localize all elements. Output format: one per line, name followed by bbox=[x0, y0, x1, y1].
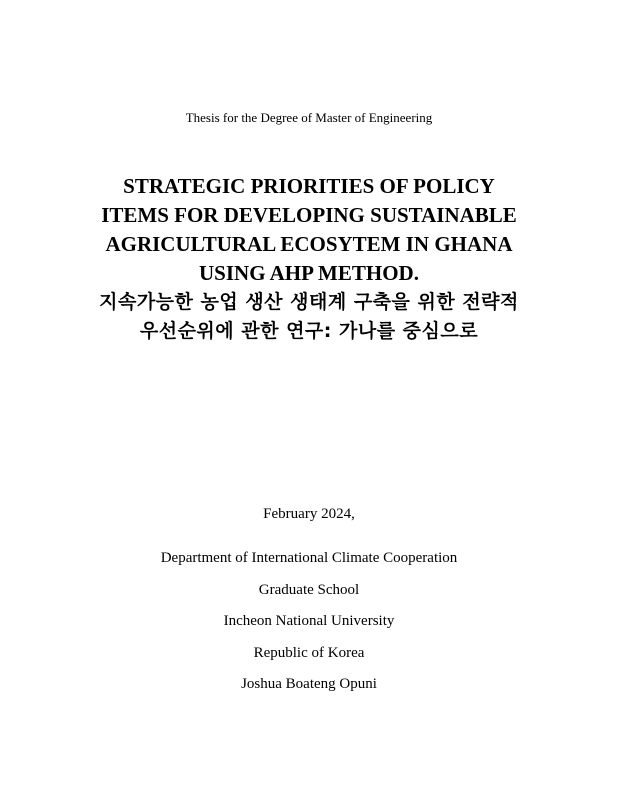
title-korean-line-1: 지속가능한 농업 생산 생태계 구축을 위한 전략적 bbox=[99, 291, 519, 313]
submission-date: February 2024, bbox=[263, 506, 355, 522]
university-name: Incheon National University bbox=[223, 613, 395, 629]
degree-line: Thesis for the Degree of Master of Engineering bbox=[185, 110, 433, 125]
department-name: Department of International Climate Cooperation bbox=[160, 550, 458, 566]
country-name: Republic of Korea bbox=[253, 644, 365, 661]
title-line-2: ITEMS FOR DEVELOPING SUSTAINABLE bbox=[101, 203, 517, 227]
author-name: Joshua Boateng Opuni bbox=[241, 676, 377, 692]
title-line-4: USING AHP METHOD. bbox=[199, 261, 419, 285]
thesis-title bbox=[40, 172, 578, 346]
school-name: Graduate School bbox=[258, 581, 360, 598]
title-line-3: AGRICULTURAL ECOSYTEM IN GHANA bbox=[105, 232, 513, 256]
title-korean-line-2: 우선순위에 관한 연구: 가나를 중심으로 bbox=[139, 320, 479, 342]
submission-info bbox=[0, 505, 618, 707]
title-line-1: STRATEGIC PRIORITIES OF POLICY bbox=[123, 174, 495, 198]
